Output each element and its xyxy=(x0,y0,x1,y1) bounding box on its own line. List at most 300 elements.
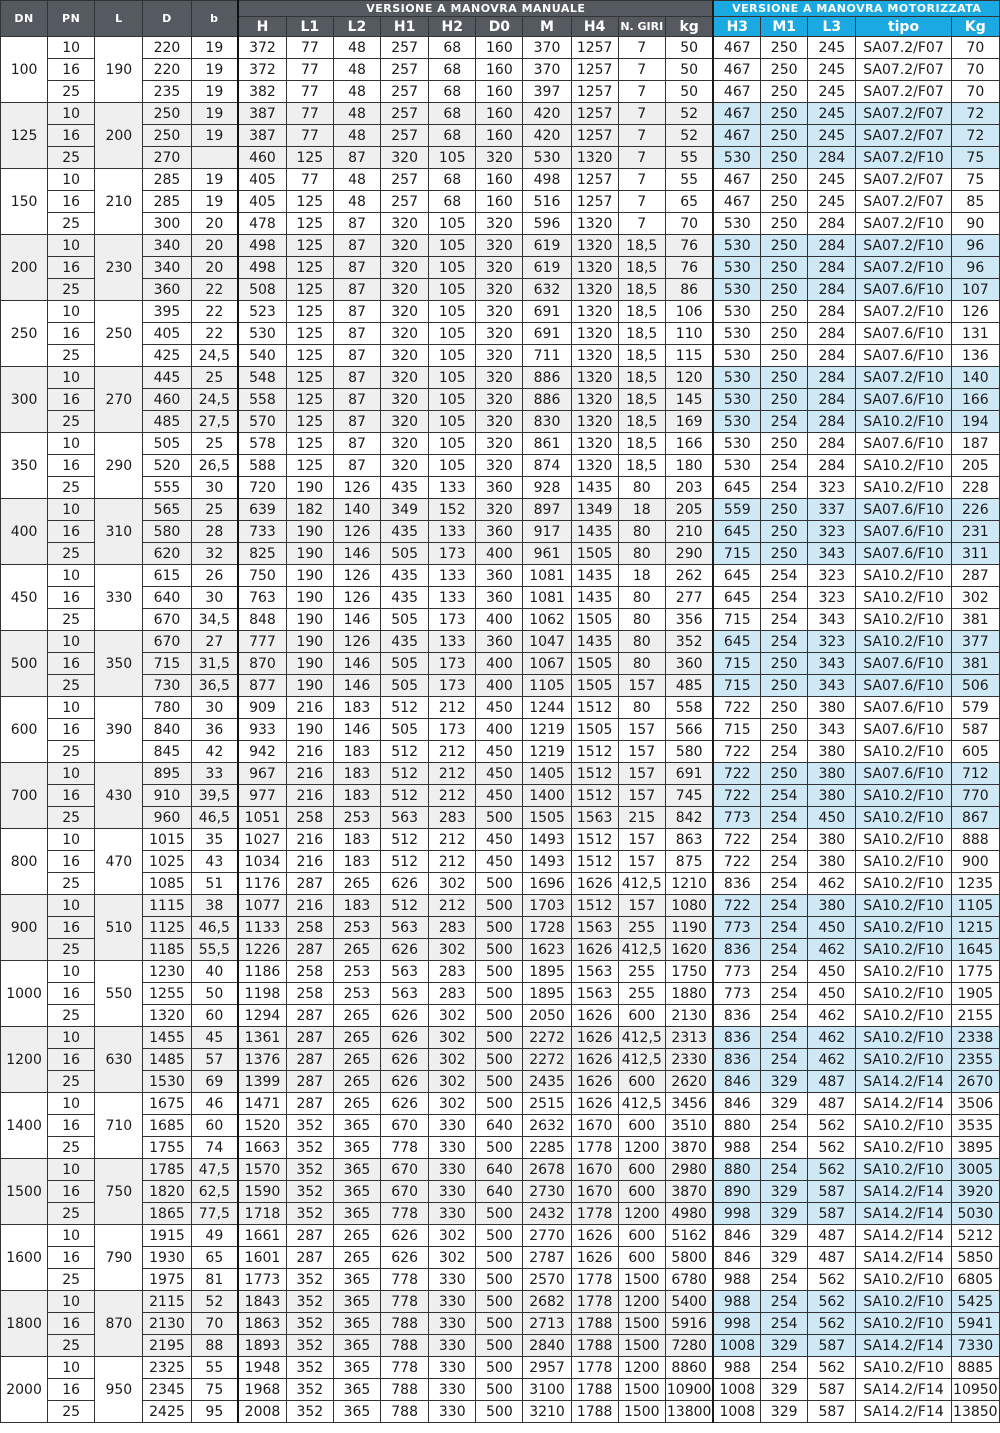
d-cell: 780 xyxy=(143,697,191,719)
h4-cell: 1626 xyxy=(571,939,618,961)
h4-cell: 1349 xyxy=(571,499,618,521)
h2-cell: 302 xyxy=(429,1049,476,1071)
h3-cell: 880 xyxy=(713,1159,760,1181)
pn-cell: 25 xyxy=(48,213,95,235)
l1-cell: 190 xyxy=(286,719,333,741)
l3-cell: 245 xyxy=(808,191,856,213)
kg-cell: 13800 xyxy=(665,1401,713,1423)
d-cell: 1085 xyxy=(143,873,191,895)
m1-cell: 250 xyxy=(761,37,808,59)
d0-cell: 450 xyxy=(476,763,523,785)
h-cell: 1294 xyxy=(238,1005,286,1027)
l3-cell: 284 xyxy=(808,235,856,257)
h1-cell: 320 xyxy=(381,323,429,345)
l2-cell: 87 xyxy=(333,147,380,169)
h2-cell: 105 xyxy=(429,257,476,279)
pn-cell: 16 xyxy=(48,59,95,81)
n-giri-cell: 157 xyxy=(618,719,665,741)
table-row xyxy=(1,719,1000,741)
b-cell: 25 xyxy=(191,433,238,455)
m1-cell: 254 xyxy=(761,851,808,873)
d-cell: 615 xyxy=(143,565,191,587)
h1-cell: 778 xyxy=(381,1269,429,1291)
pn-cell: 25 xyxy=(48,1401,95,1423)
n-giri-cell: 1200 xyxy=(618,1291,665,1313)
m1-cell: 250 xyxy=(761,81,808,103)
m-cell: 1105 xyxy=(523,675,571,697)
kg-cell: 65 xyxy=(665,191,713,213)
m-cell: 397 xyxy=(523,81,571,103)
l2-cell: 253 xyxy=(333,961,380,983)
d0-cell: 500 xyxy=(476,807,523,829)
m1-cell: 329 xyxy=(761,1335,808,1357)
d-cell: 460 xyxy=(143,389,191,411)
l2-cell: 87 xyxy=(333,433,380,455)
l1-cell: 125 xyxy=(286,279,333,301)
tipo-cell: SA07.6/F10 xyxy=(856,323,951,345)
b-cell: 25 xyxy=(191,367,238,389)
l2-cell: 253 xyxy=(333,807,380,829)
kg-motor-cell: 131 xyxy=(951,323,999,345)
h1-cell: 320 xyxy=(381,301,429,323)
h-cell: 639 xyxy=(238,499,286,521)
l1-cell: 190 xyxy=(286,565,333,587)
h4-cell: 1626 xyxy=(571,1225,618,1247)
h3-cell: 715 xyxy=(713,609,760,631)
table-row xyxy=(1,1357,1000,1379)
h1-cell: 512 xyxy=(381,895,429,917)
tipo-cell: SA07.6/F10 xyxy=(856,499,951,521)
kg-cell: 4980 xyxy=(665,1203,713,1225)
d-cell: 2115 xyxy=(143,1291,191,1313)
h1-cell: 505 xyxy=(381,719,429,741)
m1-cell: 254 xyxy=(761,917,808,939)
table-row xyxy=(1,433,1000,455)
h-cell: 763 xyxy=(238,587,286,609)
d-cell: 715 xyxy=(143,653,191,675)
pn-cell: 10 xyxy=(48,1225,95,1247)
tipo-cell: SA07.2/F07 xyxy=(856,125,951,147)
table-row xyxy=(1,697,1000,719)
h4-cell: 1257 xyxy=(571,81,618,103)
table-row xyxy=(1,147,1000,169)
b-cell: 51 xyxy=(191,873,238,895)
h2-cell: 212 xyxy=(429,829,476,851)
col-header-d0: D0 xyxy=(476,17,523,37)
col-header-n-giri: N. GIRI xyxy=(618,17,665,37)
d-cell: 1455 xyxy=(143,1027,191,1049)
d-cell: 1915 xyxy=(143,1225,191,1247)
n-giri-cell: 18,5 xyxy=(618,411,665,433)
tipo-cell: SA14.2/F14 xyxy=(856,1335,951,1357)
m1-cell: 254 xyxy=(761,565,808,587)
l2-cell: 183 xyxy=(333,895,380,917)
l2-cell: 265 xyxy=(333,1049,380,1071)
l2-cell: 126 xyxy=(333,587,380,609)
h1-cell: 320 xyxy=(381,411,429,433)
b-cell: 36 xyxy=(191,719,238,741)
h-cell: 382 xyxy=(238,81,286,103)
pn-cell: 25 xyxy=(48,609,95,631)
d0-cell: 320 xyxy=(476,147,523,169)
h3-cell: 880 xyxy=(713,1115,760,1137)
n-giri-cell: 255 xyxy=(618,983,665,1005)
col-header-h4: H4 xyxy=(571,17,618,37)
h4-cell: 1320 xyxy=(571,389,618,411)
h3-cell: 1008 xyxy=(713,1401,760,1423)
l2-cell: 265 xyxy=(333,939,380,961)
tipo-cell: SA07.2/F10 xyxy=(856,213,951,235)
kg-cell: 76 xyxy=(665,235,713,257)
pn-cell: 10 xyxy=(48,763,95,785)
pn-cell: 10 xyxy=(48,367,95,389)
n-giri-cell: 80 xyxy=(618,697,665,719)
b-cell: 52 xyxy=(191,1291,238,1313)
b-cell: 95 xyxy=(191,1401,238,1423)
dn-cell: 100 xyxy=(1,37,48,103)
h3-cell: 846 xyxy=(713,1093,760,1115)
l1-cell: 77 xyxy=(286,59,333,81)
d-cell: 1820 xyxy=(143,1181,191,1203)
l2-cell: 365 xyxy=(333,1115,380,1137)
l3-cell: 323 xyxy=(808,521,856,543)
d-cell: 405 xyxy=(143,323,191,345)
l1-cell: 216 xyxy=(286,741,333,763)
m-cell: 530 xyxy=(523,147,571,169)
b-cell: 75 xyxy=(191,1379,238,1401)
n-giri-cell: 600 xyxy=(618,1159,665,1181)
b-cell: 42 xyxy=(191,741,238,763)
h4-cell: 1435 xyxy=(571,565,618,587)
table-row xyxy=(1,279,1000,301)
m1-cell: 250 xyxy=(761,59,808,81)
l2-cell: 146 xyxy=(333,675,380,697)
d0-cell: 320 xyxy=(476,301,523,323)
m-cell: 2272 xyxy=(523,1049,571,1071)
h3-cell: 722 xyxy=(713,697,760,719)
table-row xyxy=(1,191,1000,213)
l2-cell: 48 xyxy=(333,125,380,147)
d0-cell: 160 xyxy=(476,59,523,81)
n-giri-cell: 215 xyxy=(618,807,665,829)
n-giri-cell: 18,5 xyxy=(618,367,665,389)
table-row xyxy=(1,1181,1000,1203)
h1-cell: 512 xyxy=(381,851,429,873)
b-cell: 62,5 xyxy=(191,1181,238,1203)
pn-cell: 25 xyxy=(48,81,95,103)
d-cell: 840 xyxy=(143,719,191,741)
m-cell: 370 xyxy=(523,59,571,81)
d0-cell: 500 xyxy=(476,983,523,1005)
tipo-cell: SA10.2/F10 xyxy=(856,1005,951,1027)
tipo-cell: SA14.2/F14 xyxy=(856,1093,951,1115)
h4-cell: 1505 xyxy=(571,719,618,741)
m1-cell: 329 xyxy=(761,1379,808,1401)
d0-cell: 320 xyxy=(476,389,523,411)
h1-cell: 505 xyxy=(381,675,429,697)
m-cell: 691 xyxy=(523,323,571,345)
h3-cell: 530 xyxy=(713,147,760,169)
m1-cell: 250 xyxy=(761,367,808,389)
pn-cell: 10 xyxy=(48,829,95,851)
h-cell: 478 xyxy=(238,213,286,235)
b-cell: 30 xyxy=(191,587,238,609)
tipo-cell: SA10.2/F10 xyxy=(856,1137,951,1159)
l-cell: 550 xyxy=(95,961,143,1027)
m-cell: 3100 xyxy=(523,1379,571,1401)
l-cell: 190 xyxy=(95,37,143,103)
l3-cell: 343 xyxy=(808,675,856,697)
l-cell: 390 xyxy=(95,697,143,763)
pn-cell: 16 xyxy=(48,323,95,345)
m1-cell: 250 xyxy=(761,147,808,169)
kg-motor-cell: 136 xyxy=(951,345,999,367)
d-cell: 485 xyxy=(143,411,191,433)
kg-motor-cell: 85 xyxy=(951,191,999,213)
kg-motor-cell: 96 xyxy=(951,235,999,257)
d-cell: 1755 xyxy=(143,1137,191,1159)
kg-motor-cell: 228 xyxy=(951,477,999,499)
h2-cell: 330 xyxy=(429,1181,476,1203)
l3-cell: 284 xyxy=(808,213,856,235)
n-giri-cell: 600 xyxy=(618,1115,665,1137)
d0-cell: 360 xyxy=(476,631,523,653)
d0-cell: 320 xyxy=(476,367,523,389)
l2-cell: 365 xyxy=(333,1269,380,1291)
kg-cell: 120 xyxy=(665,367,713,389)
m-cell: 516 xyxy=(523,191,571,213)
h3-cell: 467 xyxy=(713,125,760,147)
d-cell: 520 xyxy=(143,455,191,477)
m1-cell: 254 xyxy=(761,477,808,499)
l2-cell: 48 xyxy=(333,169,380,191)
n-giri-cell: 1200 xyxy=(618,1357,665,1379)
m-cell: 3210 xyxy=(523,1401,571,1423)
l3-cell: 380 xyxy=(808,763,856,785)
h2-cell: 330 xyxy=(429,1335,476,1357)
d-cell: 565 xyxy=(143,499,191,521)
m1-cell: 250 xyxy=(761,543,808,565)
kg-motor-cell: 96 xyxy=(951,257,999,279)
m-cell: 1400 xyxy=(523,785,571,807)
l3-cell: 562 xyxy=(808,1269,856,1291)
l3-cell: 380 xyxy=(808,851,856,873)
n-giri-cell: 18,5 xyxy=(618,301,665,323)
l2-cell: 365 xyxy=(333,1335,380,1357)
n-giri-cell: 157 xyxy=(618,851,665,873)
h3-cell: 836 xyxy=(713,1049,760,1071)
tipo-cell: SA10.2/F10 xyxy=(856,1291,951,1313)
kg-motor-cell: 8885 xyxy=(951,1357,999,1379)
table-row xyxy=(1,873,1000,895)
m1-cell: 250 xyxy=(761,697,808,719)
h4-cell: 1626 xyxy=(571,1247,618,1269)
h3-cell: 773 xyxy=(713,807,760,829)
tipo-cell: SA10.2/F10 xyxy=(856,587,951,609)
m-cell: 897 xyxy=(523,499,571,521)
table-row xyxy=(1,59,1000,81)
kg-motor-cell: 7330 xyxy=(951,1335,999,1357)
tipo-cell: SA10.2/F10 xyxy=(856,741,951,763)
table-row xyxy=(1,1005,1000,1027)
l1-cell: 352 xyxy=(286,1115,333,1137)
h3-cell: 467 xyxy=(713,37,760,59)
n-giri-cell: 80 xyxy=(618,521,665,543)
l2-cell: 126 xyxy=(333,631,380,653)
d-cell: 910 xyxy=(143,785,191,807)
h3-cell: 715 xyxy=(713,543,760,565)
kg-cell: 210 xyxy=(665,521,713,543)
table-row xyxy=(1,1093,1000,1115)
tipo-cell: SA10.2/F10 xyxy=(856,829,951,851)
b-cell: 36,5 xyxy=(191,675,238,697)
d-cell: 1025 xyxy=(143,851,191,873)
m1-cell: 254 xyxy=(761,829,808,851)
table-row xyxy=(1,1049,1000,1071)
m-cell: 711 xyxy=(523,345,571,367)
h1-cell: 626 xyxy=(381,939,429,961)
n-giri-cell: 1500 xyxy=(618,1401,665,1423)
h4-cell: 1512 xyxy=(571,829,618,851)
l3-cell: 343 xyxy=(808,719,856,741)
h1-cell: 778 xyxy=(381,1357,429,1379)
table-row xyxy=(1,169,1000,191)
pn-cell: 10 xyxy=(48,103,95,125)
n-giri-cell: 600 xyxy=(618,1181,665,1203)
h-cell: 1027 xyxy=(238,829,286,851)
h2-cell: 68 xyxy=(429,37,476,59)
h-cell: 1893 xyxy=(238,1335,286,1357)
l3-cell: 284 xyxy=(808,301,856,323)
pn-cell: 16 xyxy=(48,851,95,873)
l2-cell: 253 xyxy=(333,917,380,939)
h4-cell: 1563 xyxy=(571,807,618,829)
b-cell: 19 xyxy=(191,191,238,213)
l2-cell: 48 xyxy=(333,191,380,213)
h4-cell: 1563 xyxy=(571,961,618,983)
h2-cell: 173 xyxy=(429,719,476,741)
pn-cell: 10 xyxy=(48,433,95,455)
h2-cell: 302 xyxy=(429,873,476,895)
tipo-cell: SA07.2/F07 xyxy=(856,59,951,81)
b-cell: 33 xyxy=(191,763,238,785)
kg-cell: 1750 xyxy=(665,961,713,983)
m1-cell: 329 xyxy=(761,1203,808,1225)
kg-cell: 3870 xyxy=(665,1181,713,1203)
h1-cell: 257 xyxy=(381,37,429,59)
h2-cell: 212 xyxy=(429,785,476,807)
h4-cell: 1435 xyxy=(571,631,618,653)
n-giri-cell: 7 xyxy=(618,103,665,125)
b-cell: 22 xyxy=(191,279,238,301)
h-cell: 548 xyxy=(238,367,286,389)
b-cell: 20 xyxy=(191,213,238,235)
l2-cell: 87 xyxy=(333,389,380,411)
tipo-cell: SA10.2/F10 xyxy=(856,631,951,653)
h2-cell: 302 xyxy=(429,939,476,961)
l3-cell: 487 xyxy=(808,1093,856,1115)
h-cell: 1718 xyxy=(238,1203,286,1225)
d-cell: 2425 xyxy=(143,1401,191,1423)
col-header-m: M xyxy=(523,17,571,37)
l1-cell: 125 xyxy=(286,301,333,323)
b-cell: 88 xyxy=(191,1335,238,1357)
h2-cell: 330 xyxy=(429,1401,476,1423)
pn-cell: 25 xyxy=(48,807,95,829)
h3-cell: 722 xyxy=(713,763,760,785)
b-cell: 24,5 xyxy=(191,345,238,367)
pn-cell: 16 xyxy=(48,653,95,675)
dn-cell: 300 xyxy=(1,367,48,433)
table-row xyxy=(1,1137,1000,1159)
table-row xyxy=(1,983,1000,1005)
l-cell: 870 xyxy=(95,1291,143,1357)
table-row xyxy=(1,103,1000,125)
l1-cell: 216 xyxy=(286,697,333,719)
m1-cell: 254 xyxy=(761,983,808,1005)
h3-cell: 846 xyxy=(713,1071,760,1093)
d0-cell: 500 xyxy=(476,895,523,917)
m-cell: 1067 xyxy=(523,653,571,675)
pn-cell: 10 xyxy=(48,631,95,653)
h-cell: 1077 xyxy=(238,895,286,917)
h-cell: 540 xyxy=(238,345,286,367)
h2-cell: 212 xyxy=(429,741,476,763)
kg-cell: 169 xyxy=(665,411,713,433)
h3-cell: 1008 xyxy=(713,1379,760,1401)
h3-cell: 773 xyxy=(713,961,760,983)
m-cell: 2713 xyxy=(523,1313,571,1335)
table-row xyxy=(1,301,1000,323)
h2-cell: 302 xyxy=(429,1093,476,1115)
m1-cell: 254 xyxy=(761,785,808,807)
b-cell: 19 xyxy=(191,125,238,147)
col-header-l: L xyxy=(95,1,143,37)
pn-cell: 16 xyxy=(48,389,95,411)
l3-cell: 343 xyxy=(808,609,856,631)
m-cell: 1895 xyxy=(523,983,571,1005)
h4-cell: 1320 xyxy=(571,345,618,367)
table-row xyxy=(1,81,1000,103)
l-cell: 230 xyxy=(95,235,143,301)
table-row xyxy=(1,1115,1000,1137)
n-giri-cell: 18,5 xyxy=(618,235,665,257)
l3-cell: 450 xyxy=(808,961,856,983)
h4-cell: 1778 xyxy=(571,1269,618,1291)
h2-cell: 302 xyxy=(429,1005,476,1027)
d-cell: 285 xyxy=(143,191,191,213)
l2-cell: 87 xyxy=(333,257,380,279)
h1-cell: 320 xyxy=(381,257,429,279)
dn-cell: 1400 xyxy=(1,1093,48,1159)
l2-cell: 365 xyxy=(333,1313,380,1335)
kg-cell: 1210 xyxy=(665,873,713,895)
h-cell: 1186 xyxy=(238,961,286,983)
h1-cell: 435 xyxy=(381,521,429,543)
tipo-cell: SA07.2/F07 xyxy=(856,169,951,191)
tipo-cell: SA07.6/F10 xyxy=(856,389,951,411)
d0-cell: 400 xyxy=(476,653,523,675)
d0-cell: 500 xyxy=(476,961,523,983)
n-giri-cell: 18,5 xyxy=(618,455,665,477)
m1-cell: 250 xyxy=(761,763,808,785)
h1-cell: 320 xyxy=(381,455,429,477)
kg-motor-cell: 226 xyxy=(951,499,999,521)
h4-cell: 1512 xyxy=(571,851,618,873)
table-row xyxy=(1,917,1000,939)
d-cell: 1685 xyxy=(143,1115,191,1137)
d-cell: 425 xyxy=(143,345,191,367)
